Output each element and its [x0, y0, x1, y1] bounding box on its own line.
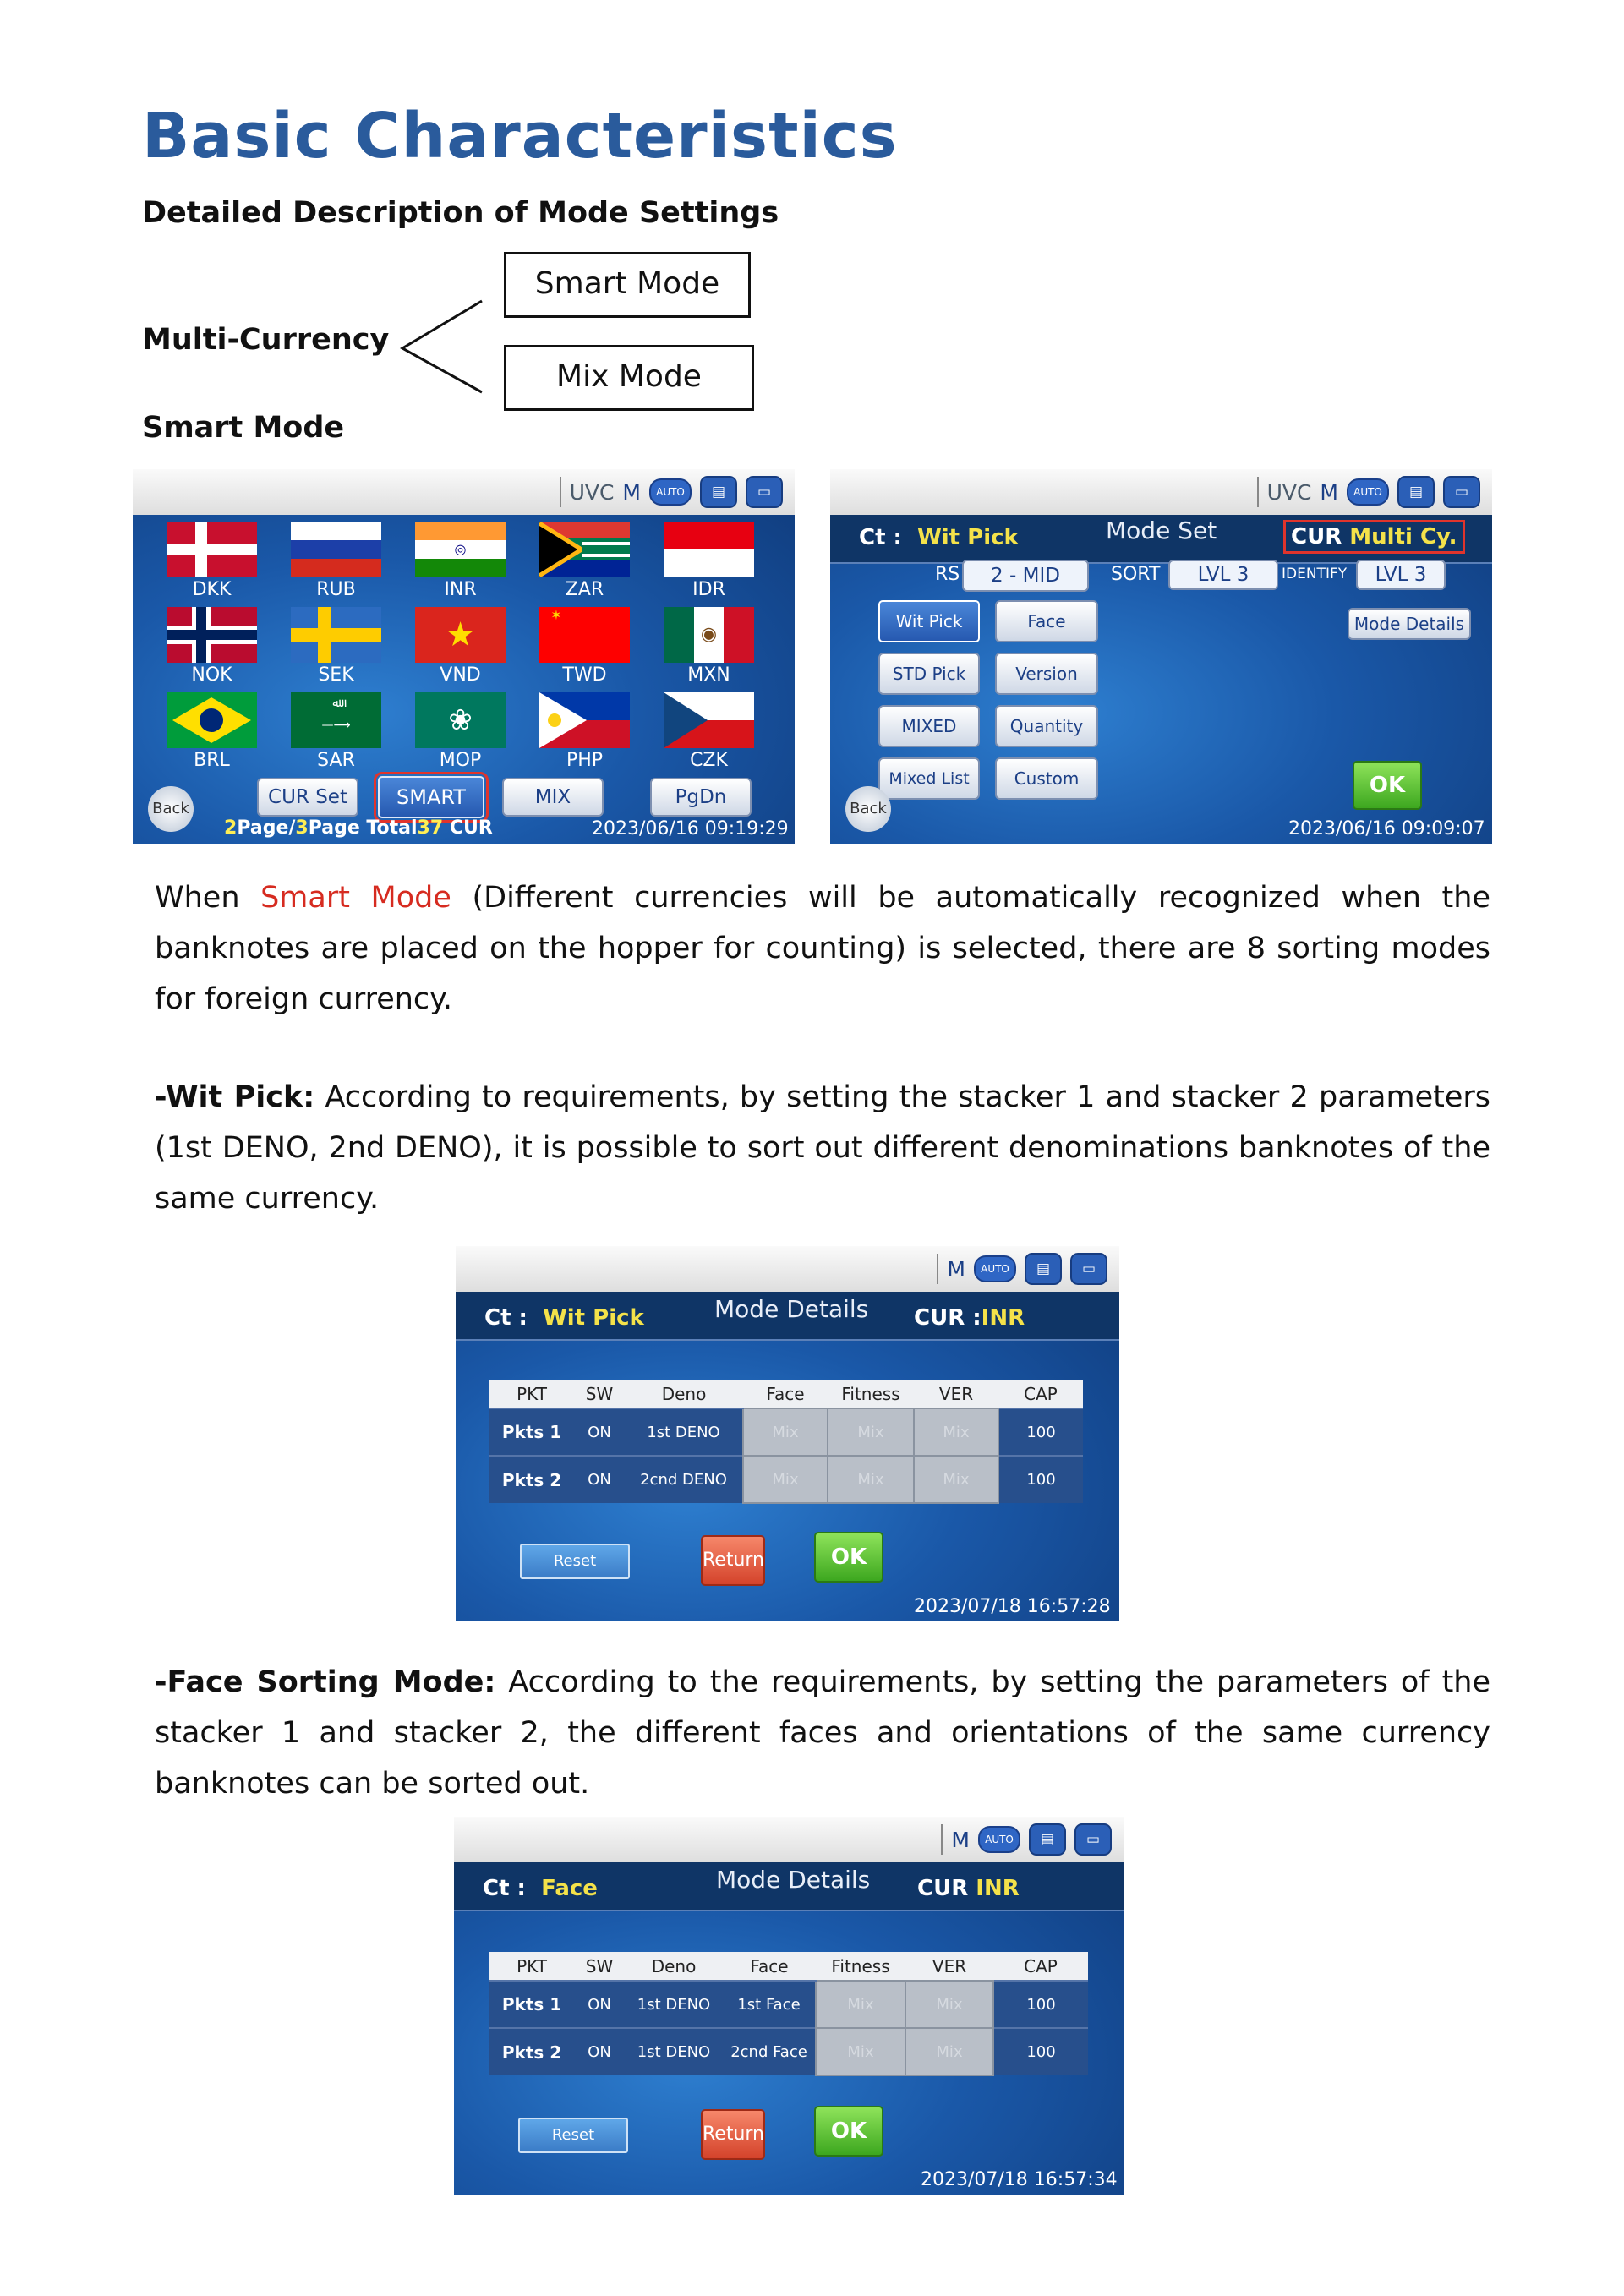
face-sorting-description: -Face Sorting Mode: According to the requirements, by setting the parameters of the stacker 1 and stacker 2, the different faces and orientations of the same currency banknotes can be sorted out.	[155, 1665, 1491, 1801]
currency-label-rub: RUB	[316, 579, 356, 600]
col-deno: Deno	[625, 1952, 723, 1981]
currency-label-zar: ZAR	[565, 579, 604, 600]
currency-label-twd: TWD	[562, 664, 607, 686]
report-icon[interactable]: ▤	[1029, 1823, 1066, 1856]
mode-face-button[interactable]: Face	[995, 600, 1098, 642]
fitness-cell[interactable]: Mix	[816, 1981, 905, 2028]
cap-cell[interactable]: 100	[998, 1456, 1083, 1503]
back-button[interactable]: Back	[148, 786, 194, 832]
col-ver: VER	[914, 1380, 998, 1408]
pkt-cell: Pkts 2	[489, 2028, 574, 2075]
mode-mixed-button[interactable]: MIXED	[878, 705, 980, 747]
mode-details-witpick-screen	[456, 1246, 1119, 1621]
reset-button[interactable]: Reset	[518, 2118, 628, 2153]
return-button[interactable]: Return	[701, 2109, 765, 2160]
col-face: Face	[743, 1380, 828, 1408]
return-button[interactable]: Return	[701, 1535, 765, 1586]
currency-select-screen	[133, 469, 795, 844]
currency-label-inr: INR	[444, 579, 477, 600]
rs-select[interactable]: 2 - MID	[962, 560, 1089, 592]
flag-dkk-icon[interactable]	[167, 522, 257, 577]
datetime: 2023/07/18 16:57:34	[921, 2169, 1118, 2190]
sw-cell[interactable]: ON	[574, 1408, 625, 1456]
multi-currency-label: Multi-Currency	[142, 323, 390, 357]
flag-idr-icon[interactable]	[664, 522, 754, 577]
flag-rub-icon[interactable]	[291, 522, 381, 577]
col-face: Face	[723, 1952, 816, 1981]
mix-button[interactable]: MIX	[502, 778, 604, 817]
table-row[interactable]	[489, 1408, 1083, 1456]
datetime: 2023/06/16 09:09:07	[1288, 818, 1485, 839]
ver-cell[interactable]: Mix	[905, 1981, 993, 2028]
auto-toggle[interactable]: AUTO	[649, 478, 692, 506]
ct-field: Ct : Wit Pick	[859, 525, 1019, 550]
header-title: Mode Set	[1106, 517, 1217, 544]
currency-label-php: PHP	[566, 750, 604, 771]
pkt-cell: Pkts 2	[489, 1456, 574, 1503]
sort-label: SORT	[1111, 564, 1161, 585]
monitor-icon[interactable]: ▭	[1443, 476, 1480, 508]
status-bar	[133, 469, 795, 515]
header-title: Mode Details	[716, 1866, 871, 1894]
deno-cell[interactable]: 1st DENO	[625, 1981, 723, 2028]
sw-cell[interactable]: ON	[574, 1456, 625, 1503]
face-cell[interactable]: 1st Face	[723, 1981, 816, 2028]
status-bar	[456, 1246, 1119, 1292]
flag-sek-icon[interactable]	[291, 607, 381, 663]
ok-button[interactable]: OK	[1353, 761, 1422, 810]
branch-bracket-icon	[397, 296, 490, 397]
ok-button[interactable]: OK	[814, 2106, 883, 2157]
header-title: Mode Details	[714, 1295, 869, 1323]
rs-label: RS	[935, 564, 960, 585]
cur-set-button[interactable]: CUR Set	[257, 778, 358, 817]
currency-field[interactable]: CUR Multi Cy.	[1283, 520, 1465, 554]
monitor-icon[interactable]: ▭	[1074, 1823, 1112, 1856]
mode-wit-pick-button[interactable]: Wit Pick	[878, 600, 980, 642]
sw-cell[interactable]: ON	[574, 1981, 625, 2028]
fitness-cell[interactable]: Mix	[828, 1408, 914, 1456]
datetime: 2023/07/18 16:57:28	[914, 1596, 1111, 1617]
manual-indicator: M	[1320, 479, 1338, 505]
mode-quantity-button[interactable]: Quantity	[995, 705, 1098, 747]
mode-details-button[interactable]: Mode Details	[1348, 608, 1471, 640]
manual-indicator: M	[947, 1256, 965, 1282]
cap-cell[interactable]: 100	[993, 1981, 1088, 2028]
report-icon[interactable]: ▤	[1025, 1253, 1062, 1285]
flag-php-icon[interactable]	[539, 692, 630, 748]
col-ver: VER	[905, 1952, 993, 1981]
reset-button[interactable]: Reset	[520, 1544, 630, 1579]
uvc-indicator: UVC	[1266, 479, 1312, 505]
flag-inr-icon[interactable]: ◎	[415, 522, 506, 577]
mode-set-screen	[830, 469, 1492, 844]
table-header-row	[489, 1380, 1083, 1408]
smart-mode-box: Smart Mode	[504, 252, 751, 318]
uvc-indicator: UVC	[569, 479, 615, 505]
manual-indicator: M	[951, 1827, 970, 1852]
cap-cell[interactable]: 100	[993, 2028, 1088, 2075]
table-row[interactable]	[489, 2028, 1088, 2075]
smart-button[interactable]: SMART	[378, 776, 484, 818]
mode-std-pick-button[interactable]: STD Pick	[878, 653, 980, 695]
identify-label: IDENTIFY	[1282, 566, 1348, 582]
status-bar	[830, 469, 1492, 515]
ver-cell[interactable]: Mix	[914, 1456, 998, 1503]
ver-cell[interactable]: Mix	[914, 1408, 998, 1456]
col-sw: SW	[574, 1952, 625, 1981]
table-header-row	[489, 1952, 1088, 1981]
currency-field: CUR :INR	[914, 1305, 1025, 1331]
currency-label-czk: CZK	[690, 750, 728, 771]
currency-label-mxn: MXN	[687, 664, 730, 686]
deno-cell[interactable]: 2cnd DENO	[625, 1456, 743, 1503]
col-deno: Deno	[625, 1380, 743, 1408]
face-cell[interactable]: Mix	[743, 1456, 828, 1503]
report-icon[interactable]: ▤	[1397, 476, 1435, 508]
page-down-button[interactable]: PgDn	[650, 778, 752, 817]
ct-field: Ct : Face	[483, 1876, 598, 1901]
cap-cell[interactable]: 100	[998, 1408, 1083, 1456]
currency-label-sek: SEK	[318, 664, 354, 686]
face-cell[interactable]: 2cnd Face	[723, 2028, 816, 2075]
table-row[interactable]	[489, 1456, 1083, 1503]
identify-select[interactable]: LVL 3	[1356, 560, 1446, 590]
deno-cell[interactable]: 1st DENO	[625, 2028, 723, 2075]
smart-mode-description: When Smart Mode (Different currencies will be automatically recognized when the banknotes are placed on the hopper for counting) is selected, there are 8 sorting modes for foreign currency.	[155, 881, 1490, 1016]
face-cell[interactable]: Mix	[743, 1408, 828, 1456]
sw-cell[interactable]: ON	[574, 2028, 625, 2075]
currency-label-brl: BRL	[194, 750, 230, 771]
currency-field: CUR INR	[917, 1876, 1020, 1901]
monitor-icon[interactable]: ▭	[1070, 1253, 1107, 1285]
pkt-cell: Pkts 1	[489, 1981, 574, 2028]
ct-field: Ct : Wit Pick	[484, 1305, 644, 1331]
flag-vnd-icon[interactable]: ★	[415, 607, 506, 663]
col-cap: CAP	[998, 1380, 1083, 1408]
pkt-cell: Pkts 1	[489, 1408, 574, 1456]
mode-details-face-screen	[454, 1817, 1124, 2195]
flag-sar-icon[interactable]: ﷲ —⟶	[291, 692, 381, 748]
flag-brl-icon[interactable]	[167, 692, 257, 748]
deno-cell[interactable]: 1st DENO	[625, 1408, 743, 1456]
flag-mop-icon[interactable]: ❀	[415, 692, 506, 748]
fitness-cell[interactable]: Mix	[816, 2028, 905, 2075]
mode-version-button[interactable]: Version	[995, 653, 1098, 695]
currency-label-vnd: VND	[440, 664, 481, 686]
currency-label-dkk: DKK	[192, 579, 232, 600]
wit-pick-description: -Wit Pick: According to requirements, by setting the stacker 1 and stacker 2 parameters (1st DENO, 2nd DENO), it is possible to sort out different denominations banknotes of the same currency.	[155, 1080, 1490, 1216]
fitness-cell[interactable]: Mix	[828, 1456, 914, 1503]
smart-mode-heading: Smart Mode	[142, 411, 345, 445]
col-pkt: PKT	[489, 1380, 574, 1408]
auto-toggle[interactable]: AUTO	[974, 1255, 1016, 1282]
col-cap: CAP	[993, 1952, 1088, 1981]
table-row[interactable]	[489, 1981, 1088, 2028]
col-fitness: Fitness	[816, 1952, 905, 1981]
col-sw: SW	[574, 1380, 625, 1408]
col-pkt: PKT	[489, 1952, 574, 1981]
flag-twd-icon[interactable]: ✶	[539, 607, 630, 663]
flag-nok-icon[interactable]	[167, 607, 257, 663]
flag-czk-icon[interactable]	[664, 692, 754, 748]
status-bar	[454, 1817, 1124, 1862]
currency-label-mop: MOP	[439, 750, 482, 771]
mix-mode-box: Mix Mode	[504, 345, 754, 411]
currency-label-sar: SAR	[317, 750, 355, 771]
back-button[interactable]: Back	[845, 786, 891, 832]
ok-button[interactable]: OK	[814, 1532, 883, 1583]
currency-label-idr: IDR	[692, 579, 725, 600]
flag-zar-icon[interactable]	[539, 522, 630, 577]
currency-label-nok: NOK	[191, 664, 232, 686]
page-title: Basic Characteristics	[142, 100, 898, 172]
mode-details-table	[489, 1952, 1088, 2076]
page-counter: 2Page/3Page Total37 CUR	[224, 817, 493, 839]
mode-mixed-list-button[interactable]: Mixed List	[878, 757, 980, 800]
auto-toggle[interactable]: AUTO	[978, 1826, 1020, 1853]
auto-toggle[interactable]: AUTO	[1347, 478, 1389, 506]
ver-cell[interactable]: Mix	[905, 2028, 993, 2075]
report-icon[interactable]: ▤	[700, 476, 737, 508]
flag-mxn-icon[interactable]: ◉	[664, 607, 754, 663]
datetime: 2023/06/16 09:19:29	[592, 818, 789, 839]
sort-select[interactable]: LVL 3	[1168, 560, 1278, 590]
section-subtitle: Detailed Description of Mode Settings	[142, 196, 779, 230]
manual-indicator: M	[622, 479, 641, 505]
monitor-icon[interactable]: ▭	[746, 476, 783, 508]
col-fitness: Fitness	[828, 1380, 914, 1408]
mode-custom-button[interactable]: Custom	[995, 757, 1098, 800]
mode-details-table	[489, 1380, 1083, 1504]
